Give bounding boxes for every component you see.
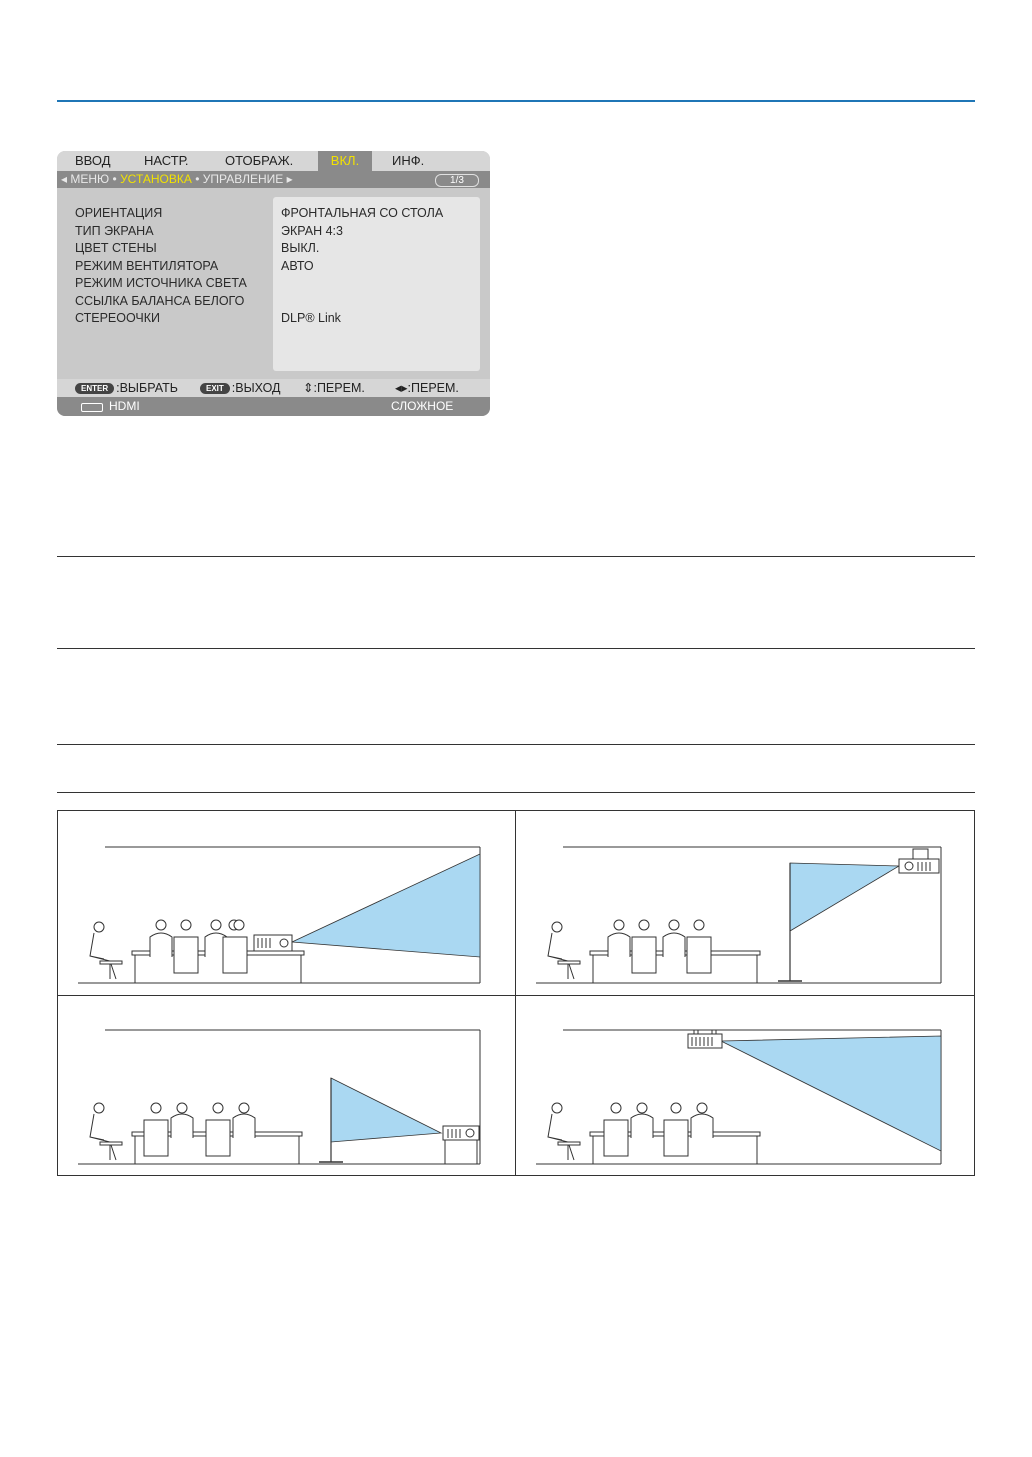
value-fan-mode[interactable]: АВТО (281, 258, 314, 273)
value-orientation[interactable]: ФРОНТАЛЬНАЯ СО СТОЛА (281, 206, 444, 220)
setting-light-mode[interactable]: РЕЖИМ ИСТОЧНИКА СВЕТА (75, 276, 247, 290)
updown-hint: ⇕:ПЕРЕМ. (303, 381, 365, 395)
breadcrumb-menu[interactable]: МЕНЮ (70, 172, 110, 186)
leftright-hint: ◂▸:ПЕРЕМ. (395, 381, 459, 395)
osd-status-bar (57, 397, 490, 416)
front-desk-icon (58, 811, 515, 995)
hdmi-icon (81, 403, 103, 412)
divider-1 (57, 556, 975, 557)
divider-3 (57, 744, 975, 745)
tab-settings[interactable]: НАСТР. (144, 153, 189, 168)
header-rule (57, 100, 975, 102)
osd-menu (57, 151, 490, 416)
setting-orientation[interactable]: ОРИЕНТАЦИЯ (75, 206, 163, 220)
breadcrumb-control[interactable]: УПРАВЛЕНИЕ (202, 172, 284, 186)
orientation-diagrams (57, 810, 975, 1176)
breadcrumb-setup[interactable]: УСТАНОВКА (120, 172, 192, 186)
osd-breadcrumb: ◂ МЕНЮ • УСТАНОВКА • УПРАВЛЕНИЕ ▸ 1/3 (57, 171, 490, 188)
tab-info[interactable]: ИНФ. (392, 153, 425, 168)
right-arrow-icon[interactable]: ▸ (286, 172, 293, 186)
enter-hint: ENTER :ВЫБРАТЬ (75, 379, 178, 397)
settings-values-panel (273, 197, 480, 371)
exit-key-icon: EXIT (200, 383, 230, 394)
value-wall-color[interactable]: ВЫКЛ. (281, 241, 320, 255)
front-ceiling-icon (516, 996, 974, 1176)
setting-3d-glasses[interactable]: СТЕРЕООЧКИ (75, 311, 161, 325)
tab-input[interactable]: ВВОД (75, 153, 111, 168)
osd-tab-bar (57, 151, 490, 171)
enter-key-icon: ENTER (75, 383, 114, 394)
value-screen-type[interactable]: ЭКРАН 4:3 (281, 223, 343, 238)
source-label: HDMI (109, 399, 140, 413)
mode-label: СЛОЖНОЕ (391, 399, 454, 413)
exit-hint: EXIT :ВЫХОД (200, 379, 281, 397)
setting-screen-type[interactable]: ТИП ЭКРАНА (75, 223, 154, 238)
value-3d-glasses[interactable]: DLP® Link (281, 311, 341, 325)
tab-setup[interactable]: ВКЛ. (318, 151, 372, 171)
divider-2 (57, 648, 975, 649)
setting-wall-color[interactable]: ЦВЕТ СТЕНЫ (75, 241, 157, 255)
setting-fan-mode[interactable]: РЕЖИМ ВЕНТИЛЯТОРА (75, 258, 219, 273)
osd-key-guide (57, 379, 490, 397)
tab-display[interactable]: ОТОБРАЖ. (225, 153, 294, 168)
settings-labels (75, 205, 247, 328)
osd-content (57, 188, 490, 379)
left-arrow-icon[interactable]: ◂ (61, 172, 68, 186)
page-indicator: 1/3 (435, 174, 479, 187)
setting-white-balance[interactable]: ССЫЛКА БАЛАНСА БЕЛОГО (75, 293, 245, 308)
rear-ceiling-icon (516, 811, 974, 995)
rear-desk-icon (58, 996, 515, 1176)
divider-4 (57, 792, 975, 793)
